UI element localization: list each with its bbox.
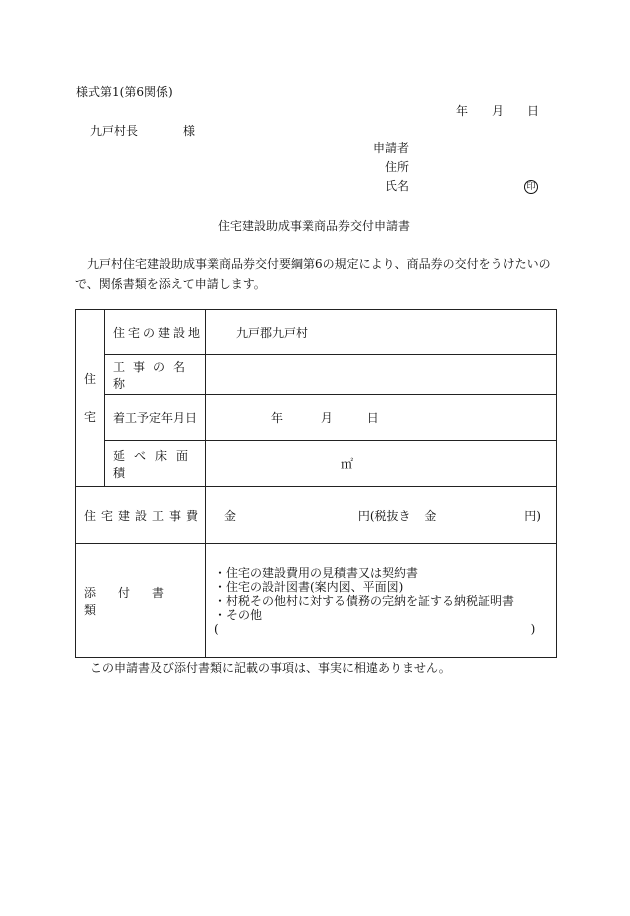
start-day: 日 — [366, 411, 379, 425]
housing-label-1: 住 — [83, 372, 96, 386]
start-year: 年 — [271, 411, 284, 425]
applicant-label: 申請者 — [373, 141, 410, 155]
table-row — [76, 395, 557, 441]
floor-area-value[interactable] — [206, 441, 557, 487]
work-name-label: 工事の名称 — [105, 355, 206, 395]
table-row — [76, 355, 557, 395]
attachments-label: 添付書類 — [76, 544, 206, 658]
table-row — [76, 441, 557, 487]
declaration-footer: この申請書及び添付書類に記載の事項は、事実に相違ありません。 — [90, 661, 451, 675]
list-item: ・住宅の建設費用の見積書又は契約書 — [214, 565, 419, 580]
attachments-list — [206, 566, 556, 636]
document-title: 住宅建設助成事業商品券交付申請書 — [218, 219, 411, 233]
table-row — [76, 487, 557, 544]
application-table — [75, 309, 557, 658]
address-label: 住所 — [385, 160, 410, 174]
cost-yen-close: 円) — [524, 508, 541, 523]
date-month: 月 — [492, 104, 505, 118]
site-label: 住宅の建設地 — [105, 310, 206, 355]
cost-label: 住宅建設工事費 — [76, 487, 206, 544]
housing-group-header — [76, 310, 105, 487]
floor-area-label: 延べ床面積 — [105, 441, 206, 487]
intro-text: 九戸村住宅建設助成事業商品券交付要綱第6の規定により、商品券の交付をうけたいので、関係書類を添えて申請します。 — [75, 257, 551, 291]
start-date-label: 着工予定年月日 — [105, 395, 206, 441]
addressee: 九戸村長 — [90, 124, 139, 138]
addressee-suffix: 様 — [183, 124, 196, 138]
table-row — [76, 544, 557, 658]
housing-label-2: 宅 — [83, 410, 96, 424]
list-item: ・その他( ) — [214, 607, 536, 636]
list-item: ・住宅の設計図書(案内図、平面図) — [214, 579, 404, 594]
cost-value[interactable] — [206, 487, 557, 544]
cost-prefix: 金 — [224, 508, 237, 523]
list-item: ・村税その他村に対する債務の完納を証する納税証明書 — [214, 593, 515, 608]
intro-paragraph — [75, 254, 565, 294]
attachments-list-cell — [206, 544, 557, 658]
seal-mark: 印 — [524, 180, 538, 194]
start-date-value[interactable] — [206, 395, 557, 441]
start-month: 月 — [320, 411, 333, 425]
table-row — [76, 310, 557, 355]
name-label: 氏名 — [385, 179, 410, 193]
floor-area-unit: ㎡ — [341, 457, 354, 471]
cost-prefix-2: 金 — [424, 508, 437, 523]
cost-yen-tax-excluded: 円(税抜き — [357, 508, 411, 523]
form-number: 様式第1(第6関係) — [76, 85, 173, 99]
date-year: 年 — [456, 104, 469, 118]
site-value[interactable]: 九戸郡九戸村 — [206, 310, 557, 355]
work-name-value[interactable] — [206, 355, 557, 395]
date-day: 日 — [527, 104, 540, 118]
